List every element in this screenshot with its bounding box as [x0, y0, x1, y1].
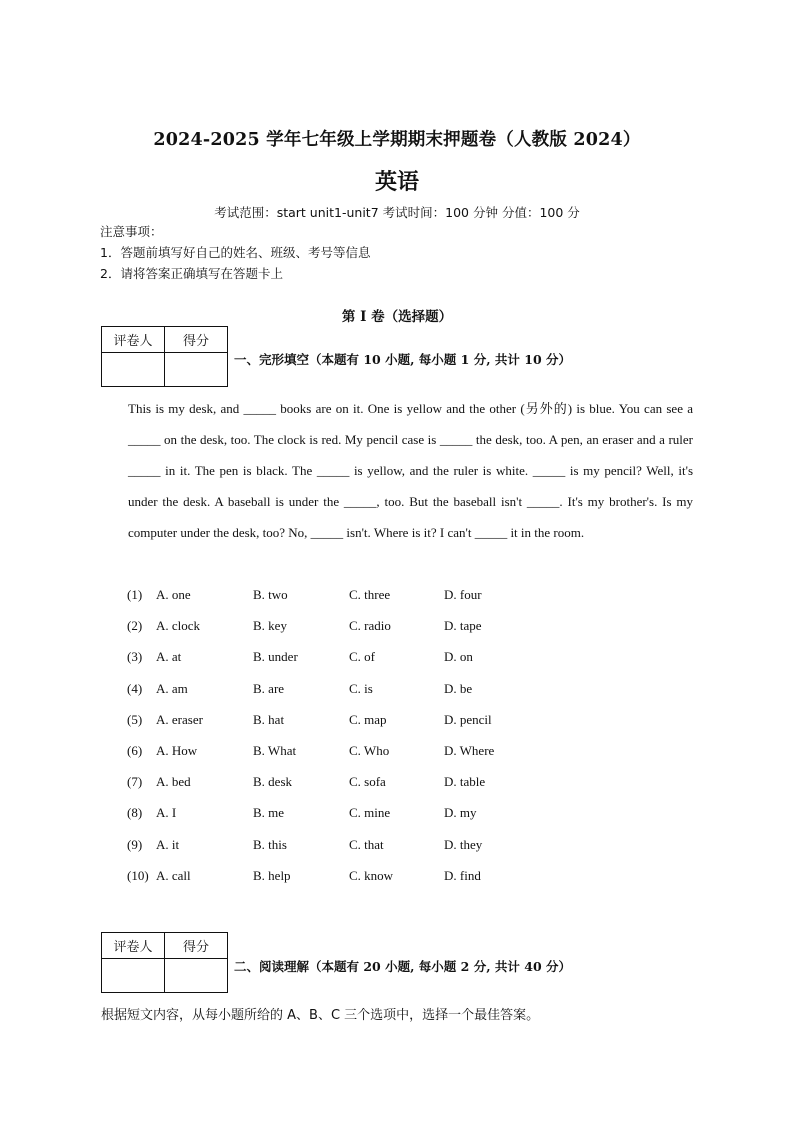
score-label: 得分 — [165, 327, 228, 353]
option-a: A. bed — [156, 774, 191, 790]
option-a: A. it — [156, 836, 180, 852]
option-c: C. radio — [349, 618, 391, 634]
option-d: D. four — [444, 587, 482, 602]
cloze-options — [127, 584, 627, 896]
grader-cell — [102, 959, 165, 993]
option-a: A. am — [156, 680, 188, 696]
section-heading-reading: 二、阅读理解（本题有 20 小题, 每小题 2 分, 共计 40 分） — [234, 959, 572, 974]
exam-info: 考试范围：start unit1-unit7 考试时间：100 分钟 分值：100 分 — [214, 205, 580, 220]
notice-item: 2．请将答案正确填写在答题卡上 — [100, 266, 283, 281]
question-row — [127, 865, 627, 896]
option-d: D. pencil — [444, 711, 492, 727]
part-title: 第 I 卷（选择题） — [341, 309, 453, 325]
option-d: D. on — [444, 649, 473, 665]
option-d: D. they — [444, 836, 483, 852]
question-number: (10) — [127, 867, 149, 883]
reading-instruction: 根据短文内容，从每小题所给的 A、B、C 三个选项中，选择一个最佳答案。 — [101, 1008, 540, 1023]
question-row — [127, 646, 627, 677]
option-c: C. mine — [349, 805, 391, 821]
score-table — [101, 326, 228, 387]
option-a: A. I — [156, 805, 177, 821]
option-c: C. sofa — [349, 774, 386, 790]
question-number: (8) — [127, 805, 143, 821]
option-b: B. key — [253, 618, 287, 634]
subject-title: 英语 — [374, 170, 419, 195]
score-cell — [165, 353, 228, 387]
question-number: (7) — [127, 774, 143, 790]
question-row — [127, 771, 627, 802]
option-c: C. know — [349, 867, 394, 883]
question-row — [127, 584, 627, 615]
option-b: B. me — [253, 805, 285, 821]
question-row — [127, 802, 627, 833]
option-c: C. is — [349, 680, 373, 696]
option-b: B. What — [253, 742, 297, 758]
option-a: A. clock — [156, 618, 201, 634]
score-table — [101, 932, 228, 993]
option-c: C. of — [349, 649, 375, 665]
question-row — [127, 740, 627, 771]
grader-label: 评卷人 — [102, 327, 165, 353]
exam-title: 2024-2025 学年七年级上学期期末押题卷（人教版 2024） — [153, 130, 641, 150]
score-label: 得分 — [165, 933, 228, 959]
option-a: A. call — [156, 867, 191, 883]
option-a: A. eraser — [156, 711, 203, 727]
option-b: B. desk — [253, 774, 292, 790]
option-b: B. are — [253, 680, 285, 696]
option-b: B. under — [253, 649, 298, 665]
option-c: C. map — [349, 711, 387, 727]
option-b: B. hat — [253, 711, 285, 727]
question-number: (1) — [127, 587, 143, 602]
question-number: (3) — [127, 649, 143, 665]
option-d: D. tape — [444, 618, 482, 634]
option-c: C. three — [349, 587, 391, 602]
option-b: B. help — [253, 867, 291, 883]
option-c: C. that — [349, 836, 384, 852]
grader-label: 评卷人 — [102, 933, 165, 959]
option-a: A. one — [156, 587, 191, 602]
grader-cell — [102, 353, 165, 387]
question-row — [127, 709, 627, 740]
cloze-passage: This is my desk, and _____ books are on it. One is yellow and the other (另外的) is blue. You can see a _____ on the desk, too. The clock is red. My pencil case is _____ the desk, too. A pen, an eraser and a ruler _____ in it. The pen is black. The _____ is yellow, and the ruler is white. _____ is my pencil? Well, it's under the desk. A baseball is under the _____, too. But the baseball isn't _____. It's my brother's. Is my computer under the desk, too? No, _____ isn't. Where is it? I can't _____ it in the room. — [128, 401, 693, 540]
option-d: D. my — [444, 805, 477, 821]
option-c: C. Who — [349, 742, 390, 758]
section-heading-cloze: 一、完形填空（本题有 10 小题, 每小题 1 分, 共计 10 分） — [234, 352, 572, 367]
question-number: (6) — [127, 742, 143, 758]
option-b: B. this — [253, 836, 287, 852]
question-number: (2) — [127, 618, 143, 634]
notice-item: 1．答题前填写好自己的姓名、班级、考号等信息 — [100, 245, 371, 260]
option-d: D. be — [444, 680, 473, 696]
question-number: (4) — [127, 680, 143, 696]
option-d: D. find — [444, 867, 481, 883]
question-row — [127, 678, 627, 709]
option-d: D. Where — [444, 742, 495, 758]
score-cell — [165, 959, 228, 993]
question-row — [127, 834, 627, 865]
question-row — [127, 615, 627, 646]
question-number: (9) — [127, 836, 143, 852]
option-a: A. at — [156, 649, 182, 665]
notice-title: 注意事项： — [100, 224, 163, 239]
question-number: (5) — [127, 711, 143, 727]
option-d: D. table — [444, 774, 486, 790]
option-b: B. two — [253, 587, 288, 602]
option-a: A. How — [156, 742, 198, 758]
